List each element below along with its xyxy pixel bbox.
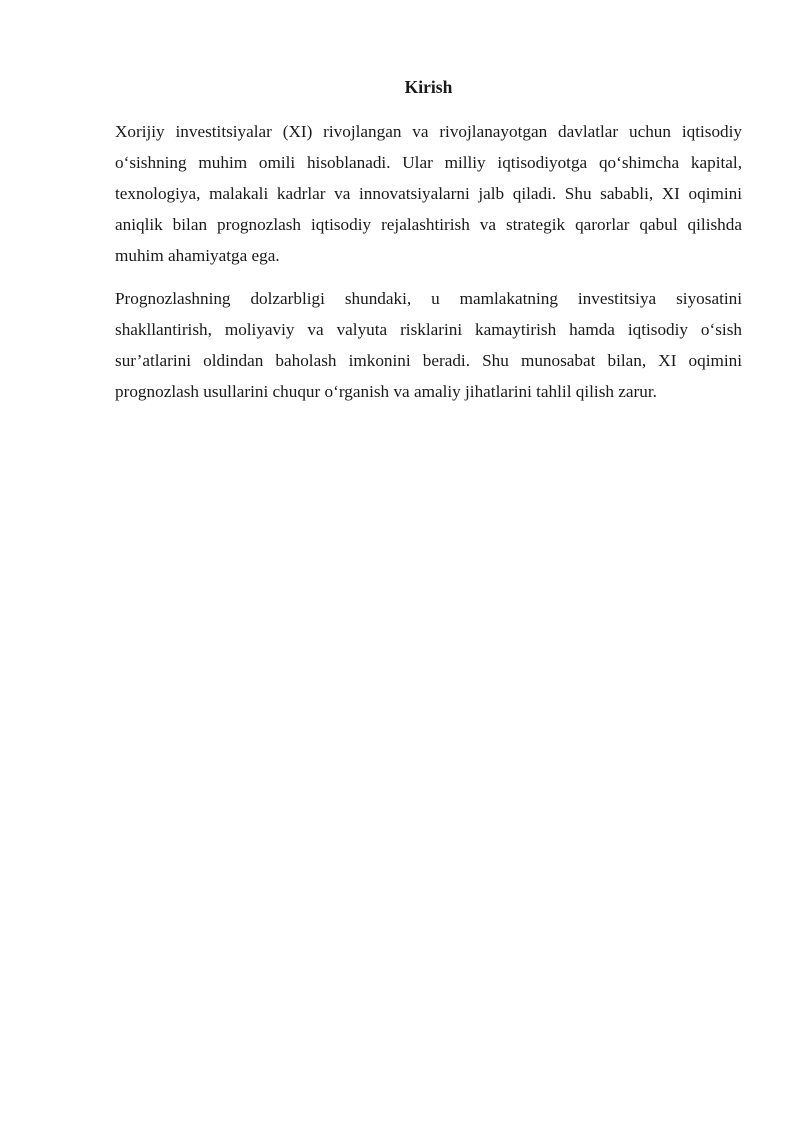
document-body [115, 74, 742, 419]
section-heading: Kirish [404, 77, 453, 97]
paragraph-intro: Xorijiy investitsiyalar (XI) rivojlangan va rivojlanayotgan davlatlar uchun iqtisodiy o‘sishning muhim omili hisoblanadi. Ular milliy iqtisodiyotga qo‘shimcha kapital, texnologiya, malakali kadrlar va innovatsiyalarni jalb qiladi. Shu sababli, XI oqimini aniqlik bilan prognozlash iqtisodiy rejalashtirish va strategik qarorlar qabul qilishda muhim ahamiyatga ega. [115, 122, 742, 265]
paragraph-relevance: Prognozlashning dolzarbligi shundaki, u mamlakatning investitsiya siyosatini shakllantirish, moliyaviy va valyuta risklarini kamaytirish hamda iqtisodiy o‘sish sur’atlarini oldindan baholash imkonini beradi. Shu munosabat bilan, XI oqimini prognozlash usullarini chuqur o‘rganish va amaliy jihatlarini tahlil qilish zarur. [115, 289, 742, 401]
